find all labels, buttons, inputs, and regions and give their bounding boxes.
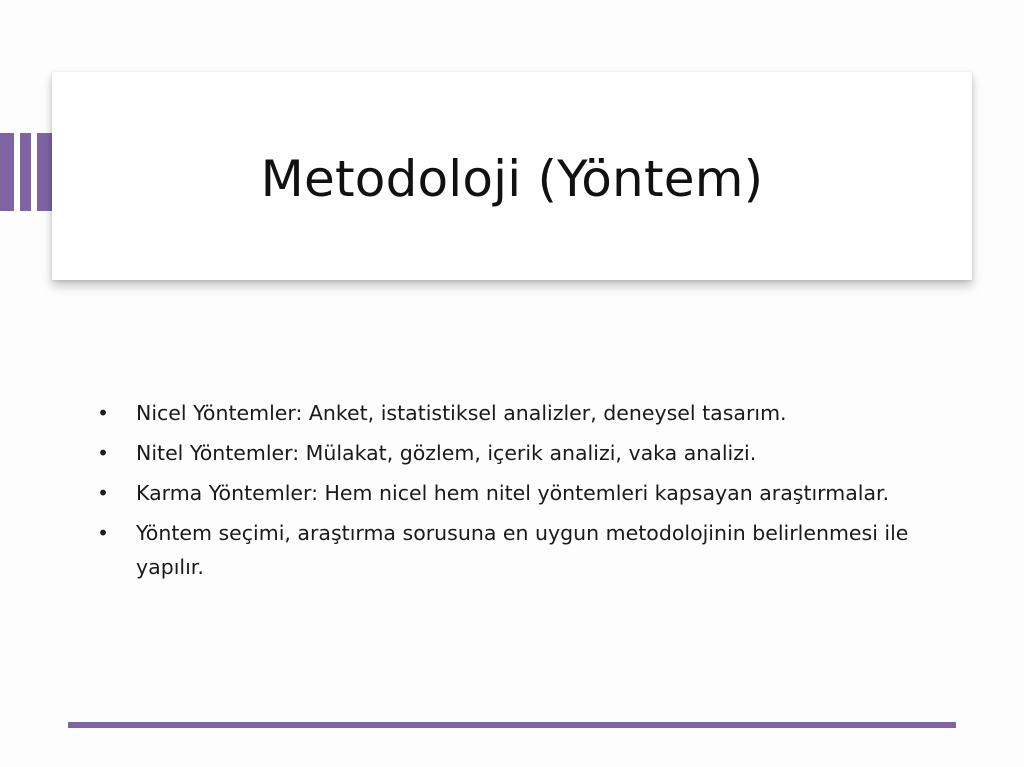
bullet-dot-icon: • (97, 481, 109, 505)
footer-divider (68, 722, 956, 728)
bullet-item (96, 436, 926, 470)
accent-bar (37, 133, 52, 211)
bullet-item (96, 396, 926, 430)
accent-bar (0, 133, 14, 211)
bullet-dot-icon: • (97, 401, 109, 425)
bullet-text: Nicel Yöntemler: Anket, istatistiksel analizler, deneysel tasarım. (136, 401, 787, 425)
decorative-bars (0, 133, 60, 211)
bullet-text: Karma Yöntemler: Hem nicel hem nitel yöntemleri kapsayan araştırmalar. (136, 481, 890, 505)
bullet-dot-icon: • (97, 521, 109, 545)
bullet-dot-icon: • (97, 441, 109, 465)
bullet-item (96, 516, 926, 584)
bullet-text: Nitel Yöntemler: Mülakat, gözlem, içerik analizi, vaka analizi. (136, 441, 757, 465)
title-card (52, 72, 972, 280)
accent-bar (20, 133, 31, 211)
bullet-text: Yöntem seçimi, araştırma sorusuna en uygun metodolojinin belirlenmesi ile yapılır. (136, 521, 909, 579)
bullet-item (96, 476, 926, 510)
slide-title: Metodoloji (Yöntem) (260, 150, 764, 208)
bullet-list (96, 396, 926, 590)
